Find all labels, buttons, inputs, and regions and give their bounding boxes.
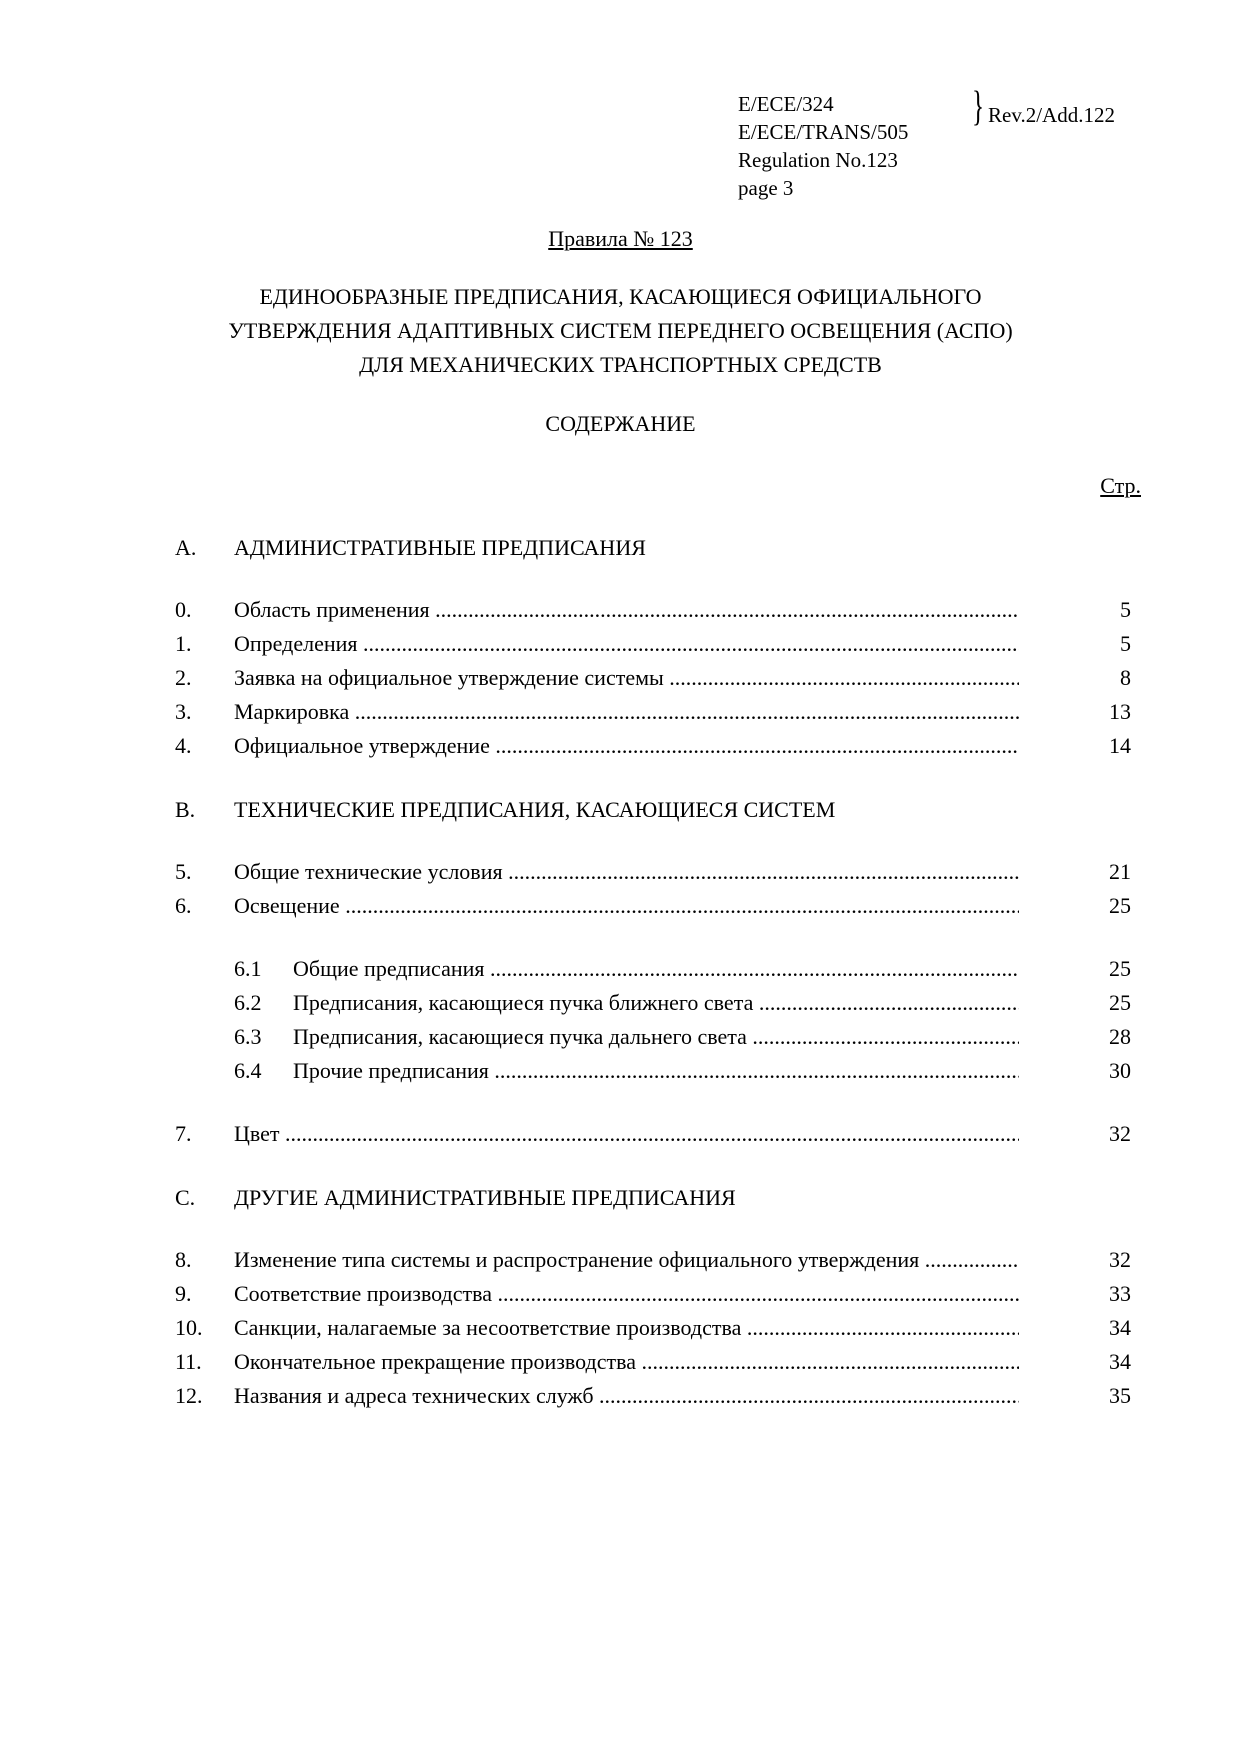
entry-page: 14 bbox=[1109, 733, 1131, 758]
brace-icon: } bbox=[972, 84, 985, 130]
toc-entry[interactable] bbox=[175, 1281, 1131, 1311]
entry-number: 9. bbox=[175, 1281, 192, 1306]
entry-number: 11. bbox=[175, 1349, 202, 1374]
entry-page: 28 bbox=[1109, 1024, 1131, 1049]
symbol-line-2: E/ECE/TRANS/505 bbox=[738, 120, 909, 144]
toc-entry[interactable] bbox=[175, 699, 1131, 729]
entry-title: Заявка на официальное утверждение системы ..... bbox=[234, 665, 1019, 691]
document-symbol-block bbox=[738, 90, 908, 202]
entry-page: 25 bbox=[1109, 893, 1131, 918]
entry-title: Названия и адреса технических служб ..... bbox=[234, 1383, 1019, 1409]
entry-title: Предписания, касающиеся пучка дальнего света ..... bbox=[293, 1024, 1019, 1050]
entry-page: 32 bbox=[1109, 1247, 1131, 1272]
toc-entry[interactable] bbox=[175, 665, 1131, 695]
main-title bbox=[0, 280, 1241, 382]
entry-page: 33 bbox=[1109, 1281, 1131, 1306]
revision-label: Rev.2/Add.122 bbox=[988, 103, 1115, 127]
entry-title: Прочие предписания ..... bbox=[293, 1058, 1019, 1084]
main-title-line-2: УТВЕРЖДЕНИЯ АДАПТИВНЫХ СИСТЕМ ПЕРЕДНЕГО ОСВЕЩЕНИЯ (АСПО) bbox=[228, 318, 1013, 343]
entry-title: Область применения ..... bbox=[234, 597, 1019, 623]
entry-number: 4. bbox=[175, 733, 192, 758]
entry-title: Окончательное прекращение производства ..... bbox=[234, 1349, 1019, 1375]
entry-number: 6.1 bbox=[234, 956, 262, 981]
entry-number: 6.2 bbox=[234, 990, 262, 1015]
toc-entry[interactable] bbox=[175, 1315, 1131, 1345]
toc-entry[interactable] bbox=[175, 893, 1131, 923]
entry-title: Освещение ..... bbox=[234, 893, 1019, 919]
toc-entry[interactable] bbox=[175, 733, 1131, 763]
entry-number: 12. bbox=[175, 1383, 203, 1408]
entry-title: Цвет ..... bbox=[234, 1121, 1019, 1147]
entry-page: 30 bbox=[1109, 1058, 1131, 1083]
toc-subentry[interactable] bbox=[175, 1024, 1131, 1054]
entry-number: 2. bbox=[175, 665, 192, 690]
contents-heading: СОДЕРЖАНИЕ bbox=[545, 411, 696, 436]
section-letter: B. bbox=[175, 797, 196, 822]
entry-title: Предписания, касающиеся пучка ближнего света ..... bbox=[293, 990, 1019, 1016]
entry-page: 25 bbox=[1109, 990, 1131, 1015]
toc-subentry[interactable] bbox=[175, 956, 1131, 986]
entry-number: 6. bbox=[175, 893, 192, 918]
entry-page: 5 bbox=[1120, 631, 1131, 656]
toc-subentry[interactable] bbox=[175, 990, 1131, 1020]
section-title: ДРУГИЕ АДМИНИСТРАТИВНЫЕ ПРЕДПИСАНИЯ bbox=[234, 1185, 736, 1210]
entry-title: Определения ..... bbox=[234, 631, 1019, 657]
entry-title: Соответствие производства ..... bbox=[234, 1281, 1019, 1307]
entry-page: 5 bbox=[1120, 597, 1131, 622]
entry-page: 35 bbox=[1109, 1383, 1131, 1408]
entry-page: 25 bbox=[1109, 956, 1131, 981]
entry-page: 34 bbox=[1109, 1315, 1131, 1340]
section-letter: C. bbox=[175, 1185, 196, 1210]
page-column-label: Стр. bbox=[1100, 473, 1141, 498]
entry-number: 7. bbox=[175, 1121, 192, 1146]
toc-subentry[interactable] bbox=[175, 1058, 1131, 1088]
toc-entry[interactable] bbox=[175, 859, 1131, 889]
entry-number: 6.3 bbox=[234, 1024, 262, 1049]
entry-title: Официальное утверждение ..... bbox=[234, 733, 1019, 759]
entry-number: 8. bbox=[175, 1247, 192, 1272]
section-title: ТЕХНИЧЕСКИЕ ПРЕДПИСАНИЯ, КАСАЮЩИЕСЯ СИСТЕМ bbox=[234, 797, 836, 822]
toc-entry[interactable] bbox=[175, 1383, 1131, 1413]
entry-title: Общие технические условия ..... bbox=[234, 859, 1019, 885]
entry-page: 8 bbox=[1120, 665, 1131, 690]
toc-entry[interactable] bbox=[175, 1247, 1131, 1277]
entry-title: Общие предписания ..... bbox=[293, 956, 1019, 982]
entry-page: 32 bbox=[1109, 1121, 1131, 1146]
entry-title: Санкции, налагаемые за несоответствие производства ..... bbox=[234, 1315, 1019, 1341]
page-number: page 3 bbox=[738, 176, 794, 200]
entry-title: Маркировка ..... bbox=[234, 699, 1019, 725]
toc-entry[interactable] bbox=[175, 1121, 1131, 1151]
entry-page: 21 bbox=[1109, 859, 1131, 884]
entry-number: 10. bbox=[175, 1315, 203, 1340]
entry-page: 34 bbox=[1109, 1349, 1131, 1374]
entry-number: 6.4 bbox=[234, 1058, 262, 1083]
symbol-line-1: E/ECE/324 bbox=[738, 92, 834, 116]
toc-entry[interactable] bbox=[175, 631, 1131, 661]
main-title-line-1: ЕДИНООБРАЗНЫЕ ПРЕДПИСАНИЯ, КАСАЮЩИЕСЯ ОФИЦИАЛЬНОГО bbox=[259, 284, 982, 309]
toc-entry[interactable] bbox=[175, 597, 1131, 627]
regulation-title: Правила № 123 bbox=[548, 226, 693, 251]
entry-page: 13 bbox=[1109, 699, 1131, 724]
entry-title: Изменение типа системы и распространение официального утверждения ..... bbox=[234, 1247, 1019, 1273]
entry-number: 3. bbox=[175, 699, 192, 724]
section-title: АДМИНИСТРАТИВНЫЕ ПРЕДПИСАНИЯ bbox=[234, 535, 646, 560]
toc-entry[interactable] bbox=[175, 1349, 1131, 1379]
main-title-line-3: ДЛЯ МЕХАНИЧЕСКИХ ТРАНСПОРТНЫХ СРЕДСТВ bbox=[359, 352, 882, 377]
section-letter: A. bbox=[175, 535, 197, 560]
entry-number: 1. bbox=[175, 631, 192, 656]
symbol-line-3: Regulation No.123 bbox=[738, 148, 898, 172]
entry-number: 0. bbox=[175, 597, 192, 622]
entry-number: 5. bbox=[175, 859, 192, 884]
